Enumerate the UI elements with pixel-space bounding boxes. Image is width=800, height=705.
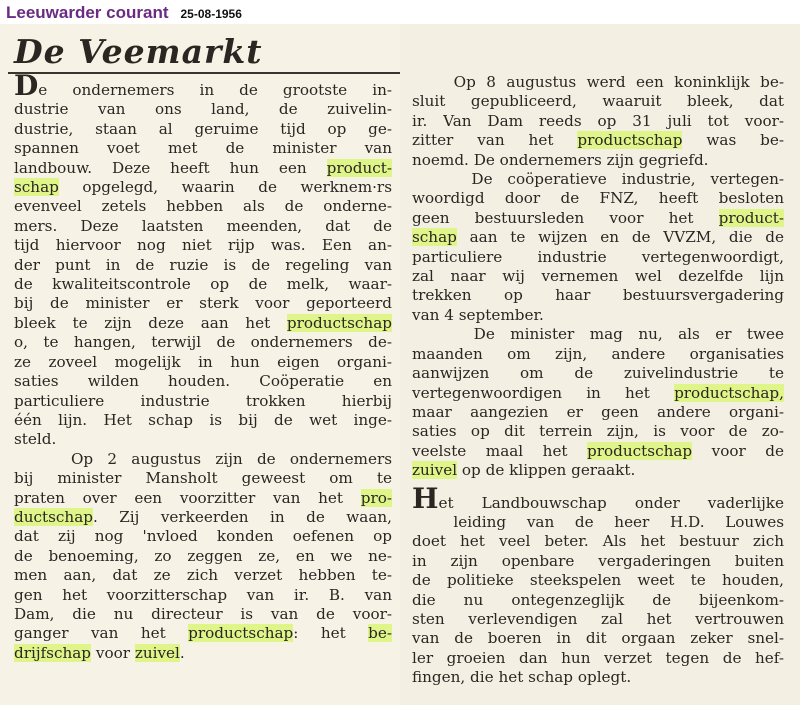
text-line: [14, 217, 392, 236]
text-segment: e ondernemers in de grootste in-: [38, 81, 392, 99]
text-line: [412, 73, 784, 92]
text-line: [412, 610, 784, 629]
text-segment: o, te hangen, terwijl de ondernemers de-: [14, 333, 392, 352]
text-segment: die nu ontegenzeglijk de bijeenkom-: [412, 590, 784, 609]
text-segment: mers. Deze laatsten meenden, dat de: [14, 216, 392, 235]
highlighted-term: zuivel: [134, 643, 180, 662]
text-line: [412, 170, 784, 189]
text-line: [14, 450, 392, 469]
text-segment: trekken op haar bestuursvergadering: [412, 286, 784, 305]
text-segment: . Zij verkeerden in de waan,: [92, 507, 392, 526]
text-segment: et Landbouwschap onder vaderlijke: [438, 493, 784, 512]
text-segment: fingen, die het schap oplegt.: [412, 668, 632, 687]
highlighted-term: schap: [412, 228, 457, 247]
text-segment: particuliere industrie vertegenwoordigt,: [412, 247, 784, 266]
text-segment: van 4 september.: [412, 305, 544, 324]
text-line: [14, 527, 392, 546]
publication-date: 25-08-1956: [180, 7, 242, 21]
highlighted-term: product-: [718, 208, 784, 227]
text-segment: der punt in de ruzie is de regeling van: [14, 255, 392, 274]
text-line: [412, 384, 784, 403]
text-segment: leiding van de heer H.D. Louwes: [412, 512, 784, 531]
text-segment: particuliere industrie trokken hierbij: [14, 391, 392, 410]
text-segment: Dam, die nu directeur is van de voor-: [14, 604, 392, 623]
text-segment: bij de minister er sterk voor geporteerd: [14, 294, 392, 313]
text-line: [14, 197, 392, 216]
text-segment: voor de: [692, 441, 784, 460]
text-line: [14, 333, 392, 352]
text-segment: op de klippen geraakt.: [457, 461, 636, 480]
drop-cap: H: [412, 481, 439, 515]
text-line: [412, 481, 784, 489]
text-line: [14, 372, 392, 391]
text-line: [412, 422, 784, 441]
text-segment: evenveel zetels hebben als de onderne-: [14, 197, 392, 216]
text-line: [14, 644, 392, 663]
text-line: [412, 513, 784, 532]
text-segment: saties wilden houden. Coöperatie en: [14, 372, 392, 391]
text-line: [14, 139, 392, 158]
highlighted-term: drijfschap: [14, 643, 92, 662]
text-line: [412, 209, 784, 228]
highlighted-term: be-: [368, 624, 392, 643]
text-segment: de kwaliteitscontrole op de melk, waar-: [14, 275, 392, 294]
text-line: [14, 392, 392, 411]
highlighted-term: productschap,: [674, 383, 784, 402]
text-line: [412, 306, 784, 325]
text-segment: de politieke steekspelen weet te houden,: [412, 571, 784, 590]
text-line: [14, 275, 392, 294]
text-line: [14, 624, 392, 643]
text-segment: doet het veel beter. Als het bestuur zich: [412, 532, 784, 551]
article-headline: De Veemarkt: [14, 32, 263, 71]
text-line: [412, 629, 784, 648]
text-segment: één lijn. Het schap is bij de wet inge-: [14, 410, 392, 429]
highlighted-term: schap: [14, 178, 59, 197]
text-line: [412, 345, 784, 364]
text-line: [14, 586, 392, 605]
highlighted-term: productschap: [587, 441, 693, 460]
text-line: [14, 605, 392, 624]
text-segment: sten verlevendigen zal het vertrouwen: [412, 609, 784, 628]
text-segment: opgelegd, waarin de werknem·rs: [58, 178, 392, 197]
text-line: [14, 469, 392, 488]
highlighted-term: productschap: [577, 131, 683, 150]
masthead: [6, 3, 242, 23]
highlighted-term: productschap: [286, 313, 392, 332]
text-segment: zal naar wij vernemen wel dezelfde lijn: [412, 267, 784, 286]
text-line: [412, 92, 784, 111]
text-line: [14, 100, 392, 119]
text-line: [14, 159, 392, 178]
text-segment: geen bestuursleden voor het: [412, 208, 719, 227]
text-line: [412, 571, 784, 590]
highlighted-term: productschap: [188, 624, 294, 643]
text-segment: Op 8 augustus werd een koninklijk be-: [412, 73, 784, 91]
text-line: [412, 591, 784, 610]
text-segment: steld.: [14, 430, 57, 449]
text-segment: spannen voet met de minister van: [14, 139, 392, 158]
text-segment: bij minister Mansholt geweest om te: [14, 469, 392, 488]
text-segment: ze zoveel mogelijk in hun eigen organi-: [14, 352, 392, 371]
text-line: [14, 178, 392, 197]
text-line: [412, 112, 784, 131]
text-line: [14, 411, 392, 430]
text-line: [14, 430, 392, 449]
text-segment: .: [179, 643, 185, 662]
text-segment: dustrie van ons land, de zuivelin-: [14, 100, 392, 119]
text-line: [14, 489, 392, 508]
text-line: [412, 649, 784, 668]
text-segment: veelste maal het: [412, 441, 588, 460]
text-segment: in zijn openbare vergaderingen buiten: [412, 551, 784, 570]
text-line: [412, 151, 784, 170]
highlighted-term: pro-: [360, 488, 392, 507]
text-segment: praten over een voorzitter van het: [14, 488, 361, 507]
text-line: [14, 566, 392, 585]
text-segment: ganger van het: [14, 624, 189, 643]
headline-rule: [8, 72, 400, 74]
text-line: [14, 120, 392, 139]
text-line: [412, 248, 784, 267]
text-line: [14, 294, 392, 313]
text-segment: aan te wijzen en de VVZM, die de: [456, 228, 784, 247]
text-line: [412, 442, 784, 461]
text-line: [14, 508, 392, 527]
text-segment: noemd. De ondernemers zijn gegriefd.: [412, 150, 709, 169]
text-line: [412, 403, 784, 422]
text-segment: was be-: [682, 131, 784, 150]
text-segment: zitter van het: [412, 131, 578, 150]
text-line: [412, 532, 784, 551]
text-segment: dustrie, staan al geruime tijd op ge-: [14, 119, 392, 138]
text-segment: voor: [91, 643, 135, 662]
text-line: [412, 228, 784, 247]
text-segment: De minister mag nu, als er twee: [412, 325, 784, 344]
drop-cap: D: [14, 69, 39, 102]
text-segment: vertegenwoordigen in het: [412, 383, 675, 402]
text-segment: maanden om zijn, andere organisaties: [412, 344, 784, 363]
text-segment: : het: [293, 624, 369, 643]
newspaper-name: Leeuwarder courant: [6, 3, 169, 22]
text-segment: ler groeien dan hun verzet tegen de hef-: [412, 648, 784, 667]
highlighted-term: zuivel: [412, 461, 458, 480]
text-line: [14, 353, 392, 372]
text-line: [412, 267, 784, 286]
text-line: [14, 314, 392, 333]
highlighted-term: product-: [326, 158, 392, 177]
text-segment: men aan, dat ze zich verzet hebben te-: [14, 566, 392, 585]
article-column-left: [14, 69, 392, 663]
text-segment: tijd hiervoor nog niet rijp was. Een an-: [14, 236, 392, 255]
text-segment: woordigd door de FNZ, heeft besloten: [412, 189, 784, 208]
text-segment: van de boeren in dit orgaan zeker snel-: [412, 629, 784, 648]
text-line: [412, 461, 784, 480]
highlighted-term: ductschap: [14, 507, 93, 526]
text-segment: de benoeming, zo zeggen ze, en we ne-: [14, 546, 392, 565]
text-segment: sluit gepubliceerd, waaruit bleek, dat: [412, 92, 784, 111]
text-line: [412, 668, 784, 687]
text-segment: gen het voorzitterschap van ir. B. van: [14, 585, 392, 604]
text-segment: aanwijzen om de zuivelindustrie te: [412, 364, 784, 383]
text-segment: saties op dit terrein zijn, is voor de zo-: [412, 422, 784, 441]
text-line: [14, 236, 392, 255]
text-line: [14, 547, 392, 566]
text-line: [14, 256, 392, 275]
text-segment: dat zij nog 'nvloed konden oefenen op: [14, 527, 392, 546]
article-column-right: [412, 73, 784, 688]
text-line: [412, 286, 784, 305]
text-line: [412, 364, 784, 383]
text-segment: bleek te zijn deze aan het: [14, 313, 287, 332]
text-line: [14, 69, 392, 102]
text-line: [412, 189, 784, 208]
text-segment: landbouw. Deze heeft hun een: [14, 158, 327, 177]
text-line: [412, 325, 784, 344]
text-line: [412, 552, 784, 571]
text-segment: maar aangezien er geen andere organi-: [412, 402, 784, 421]
text-line: [412, 131, 784, 150]
text-segment: Op 2 augustus zijn de ondernemers: [14, 449, 392, 468]
text-segment: De coöperatieve industrie, vertegen-: [412, 170, 784, 189]
text-segment: ir. Van Dam reeds op 31 juli tot voor-: [412, 111, 784, 130]
text-line: [412, 481, 784, 515]
